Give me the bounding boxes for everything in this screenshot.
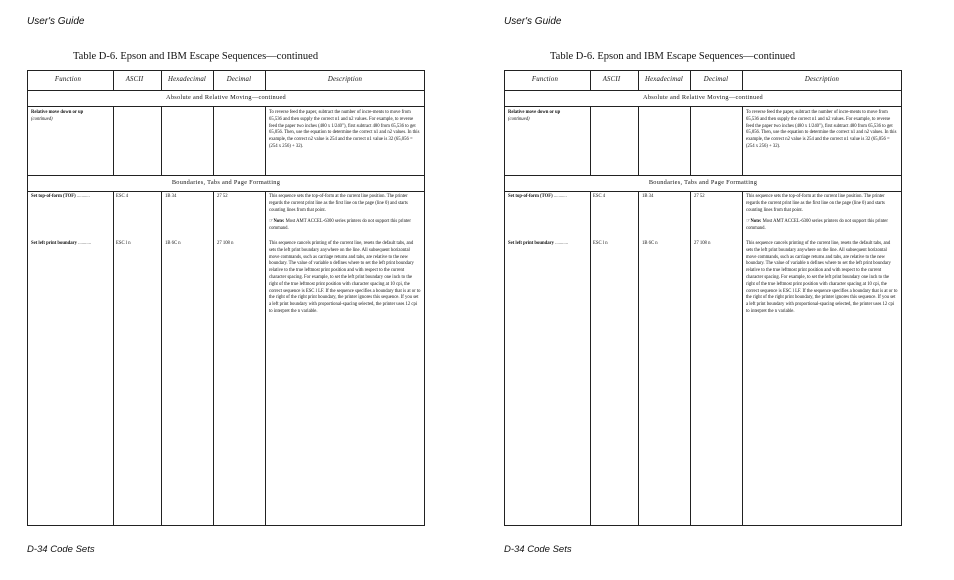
- cell-decimal: 27 52: [217, 194, 228, 199]
- column-rule: [265, 191, 266, 526]
- section-label: Boundaries, Tabs and Page Formatting: [171, 179, 281, 186]
- column-rule: [265, 71, 266, 90]
- cell-hex: 1B 34: [642, 194, 654, 199]
- escape-sequence-table: [27, 70, 425, 526]
- cell-function: [31, 241, 113, 248]
- section-row-absolute-relative: [505, 90, 901, 107]
- cell-description: This sequence cancels printing of the current line, resets the default tabs, and sets the left print boundary anywhere on the line. All subsequent horizontal move commands, such as carriage returns and tabs, are relative to the new boundary. The value of variable n defines where to set the left print boundary relative to the true leftmost print position and with respect to the current character spacing. For example, to set the left print boundary one inch to the right of the true leftmost print position with character spacing at 10 cpi, the correct sequence is ESC l LF. If the sequence specifies a boundary that is at or to the right of the right print boundary, the printer ignores this sequence. If you set a left print boundary with proportional-spacing selected, the printer uses 12 cpi to interpret the n variable.: [269, 241, 421, 314]
- cell-hex: 1B 34: [165, 194, 177, 199]
- column-rule: [161, 107, 162, 175]
- note-label: Note:: [750, 219, 762, 225]
- column-rule: [213, 191, 214, 526]
- note-pencil-icon: ☞: [269, 219, 274, 225]
- cell-ascii: ESC 4: [593, 194, 606, 199]
- cell-function: [508, 241, 590, 248]
- table-header-row: [505, 71, 901, 91]
- column-rule: [638, 71, 639, 90]
- column-rule: [161, 191, 162, 526]
- description-text: This sequence sets the top-of-form at the current line position. The printer regards the current print line as the first line on the page (line 0) and starts counting lines from that point.: [746, 194, 885, 213]
- escape-sequence-table: [504, 70, 902, 526]
- function-name: Set left print boundary: [508, 241, 554, 246]
- table-header-row: [28, 71, 424, 91]
- section-row-boundaries: [28, 175, 424, 192]
- column-header-hexadecimal: Hexadecimal: [167, 76, 207, 83]
- cell-ascii: ESC l n: [116, 241, 131, 246]
- function-name: Set left print boundary: [31, 241, 77, 246]
- cell-hex: 1B 6C n: [165, 241, 181, 246]
- section-label: Absolute and Relative Moving—continued: [642, 94, 763, 101]
- page-header: User's Guide: [27, 16, 85, 27]
- function-name: Set top-of-form (TOF): [508, 194, 553, 199]
- column-rule: [638, 191, 639, 526]
- page-right: [477, 0, 954, 580]
- dot-leader: ...........: [76, 241, 92, 246]
- page-header: User's Guide: [504, 16, 562, 27]
- note: [269, 219, 421, 233]
- column-header-decimal: Decimal: [703, 76, 729, 83]
- dot-leader: ...........: [75, 194, 90, 199]
- description-text: This sequence sets the top-of-form at the current line position. The printer regards the current print line as the first line on the page (line 0) and starts counting lines from that point.: [269, 194, 408, 213]
- cell-description: [269, 194, 421, 233]
- column-header-hexadecimal: Hexadecimal: [644, 76, 684, 83]
- table-title: Table D-6. Epson and IBM Escape Sequences—continued: [73, 51, 319, 62]
- dot-leader: ...........: [552, 194, 567, 199]
- cell-function: [31, 110, 111, 124]
- column-header-description: Description: [804, 76, 840, 83]
- section-label: Absolute and Relative Moving—continued: [165, 94, 286, 101]
- function-name: Relative move down or up: [508, 110, 561, 115]
- function-name: Relative move down or up: [31, 110, 84, 115]
- function-subtitle: (continued): [31, 116, 53, 122]
- column-rule: [590, 107, 591, 175]
- cell-decimal: 27 52: [694, 194, 705, 199]
- note-label: Note:: [273, 219, 285, 225]
- column-header-description: Description: [327, 76, 363, 83]
- cell-hex: 1B 6C n: [642, 241, 658, 246]
- column-header-ascii: ASCII: [602, 76, 621, 83]
- cell-function: [508, 194, 590, 201]
- column-header-ascii: ASCII: [125, 76, 144, 83]
- column-rule: [590, 71, 591, 90]
- note: [746, 219, 898, 233]
- dot-leader: ...........: [553, 241, 569, 246]
- column-rule: [690, 107, 691, 175]
- cell-decimal: 27 108 n: [217, 241, 234, 246]
- cell-function: [31, 194, 113, 201]
- note-text: Most AMT ACCEL-6300 series printers do not support this printer command.: [746, 219, 888, 232]
- column-rule: [213, 107, 214, 175]
- column-header-function: Function: [54, 76, 82, 83]
- note-pencil-icon: ☞: [746, 219, 751, 225]
- function-name: Set top-of-form (TOF): [31, 194, 76, 199]
- cell-description: This sequence cancels printing of the current line, resets the default tabs, and sets the left print boundary anywhere on the line. All subsequent horizontal move commands, such as carriage returns and tabs, are relative to the new boundary. The value of variable n defines where to set the left print boundary relative to the true leftmost print position and with respect to the current character spacing. For example, to set the left print boundary one inch to the right of the true leftmost print position with character spacing at 10 cpi, the correct sequence is ESC l LF. If the sequence specifies a boundary that is at or to the right of the right print boundary, the printer ignores this sequence. If you set a left print boundary with proportional-spacing selected, the printer uses 12 cpi to interpret the n variable.: [746, 241, 898, 314]
- note-text: Most AMT ACCEL-6300 series printers do not support this printer command.: [269, 219, 411, 232]
- column-header-decimal: Decimal: [226, 76, 252, 83]
- column-rule: [161, 71, 162, 90]
- column-rule: [590, 191, 591, 526]
- column-rule: [742, 107, 743, 175]
- column-rule: [265, 107, 266, 175]
- cell-ascii: ESC 4: [116, 194, 129, 199]
- cell-description: To reverse feed the paper, subtract the number of incre-ments to move from 65,536 and then supply the correct n1 and n2 values. For example, to reverse feed the paper two inches (480 x 1/240"), first subtract 480 from 65,536 to get 65,056. Then, use the equation to determine the correct n1 and n2 values. In this example, the correct n2 value is 254 and the correct n1 value is 32 (65,056 = (254 x 256) + 32).: [746, 110, 897, 149]
- section-row-boundaries: [505, 175, 901, 192]
- column-header-function: Function: [531, 76, 559, 83]
- section-label: Boundaries, Tabs and Page Formatting: [648, 179, 758, 186]
- column-rule: [213, 71, 214, 90]
- cell-function: [508, 110, 588, 124]
- page-footer: D-34 Code Sets: [27, 544, 95, 555]
- section-row-absolute-relative: [28, 90, 424, 107]
- column-rule: [690, 191, 691, 526]
- cell-decimal: 27 108 n: [694, 241, 711, 246]
- column-rule: [113, 107, 114, 175]
- function-subtitle: (continued): [508, 116, 530, 122]
- cell-description: To reverse feed the paper, subtract the number of incre-ments to move from 65,536 and then supply the correct n1 and n2 values. For example, to reverse feed the paper two inches (480 x 1/240"), first subtract 480 from 65,536 to get 65,056. Then, use the equation to determine the correct n1 and n2 values. In this example, the correct n2 value is 254 and the correct n1 value is 32 (65,056 = (254 x 256) + 32).: [269, 110, 420, 149]
- cell-description: [746, 194, 898, 233]
- column-rule: [690, 71, 691, 90]
- column-rule: [638, 107, 639, 175]
- table-title: Table D-6. Epson and IBM Escape Sequences—continued: [550, 51, 796, 62]
- cell-ascii: ESC l n: [593, 241, 608, 246]
- column-rule: [742, 191, 743, 526]
- column-rule: [113, 71, 114, 90]
- page-footer: D-34 Code Sets: [504, 544, 572, 555]
- column-rule: [742, 71, 743, 90]
- column-rule: [113, 191, 114, 526]
